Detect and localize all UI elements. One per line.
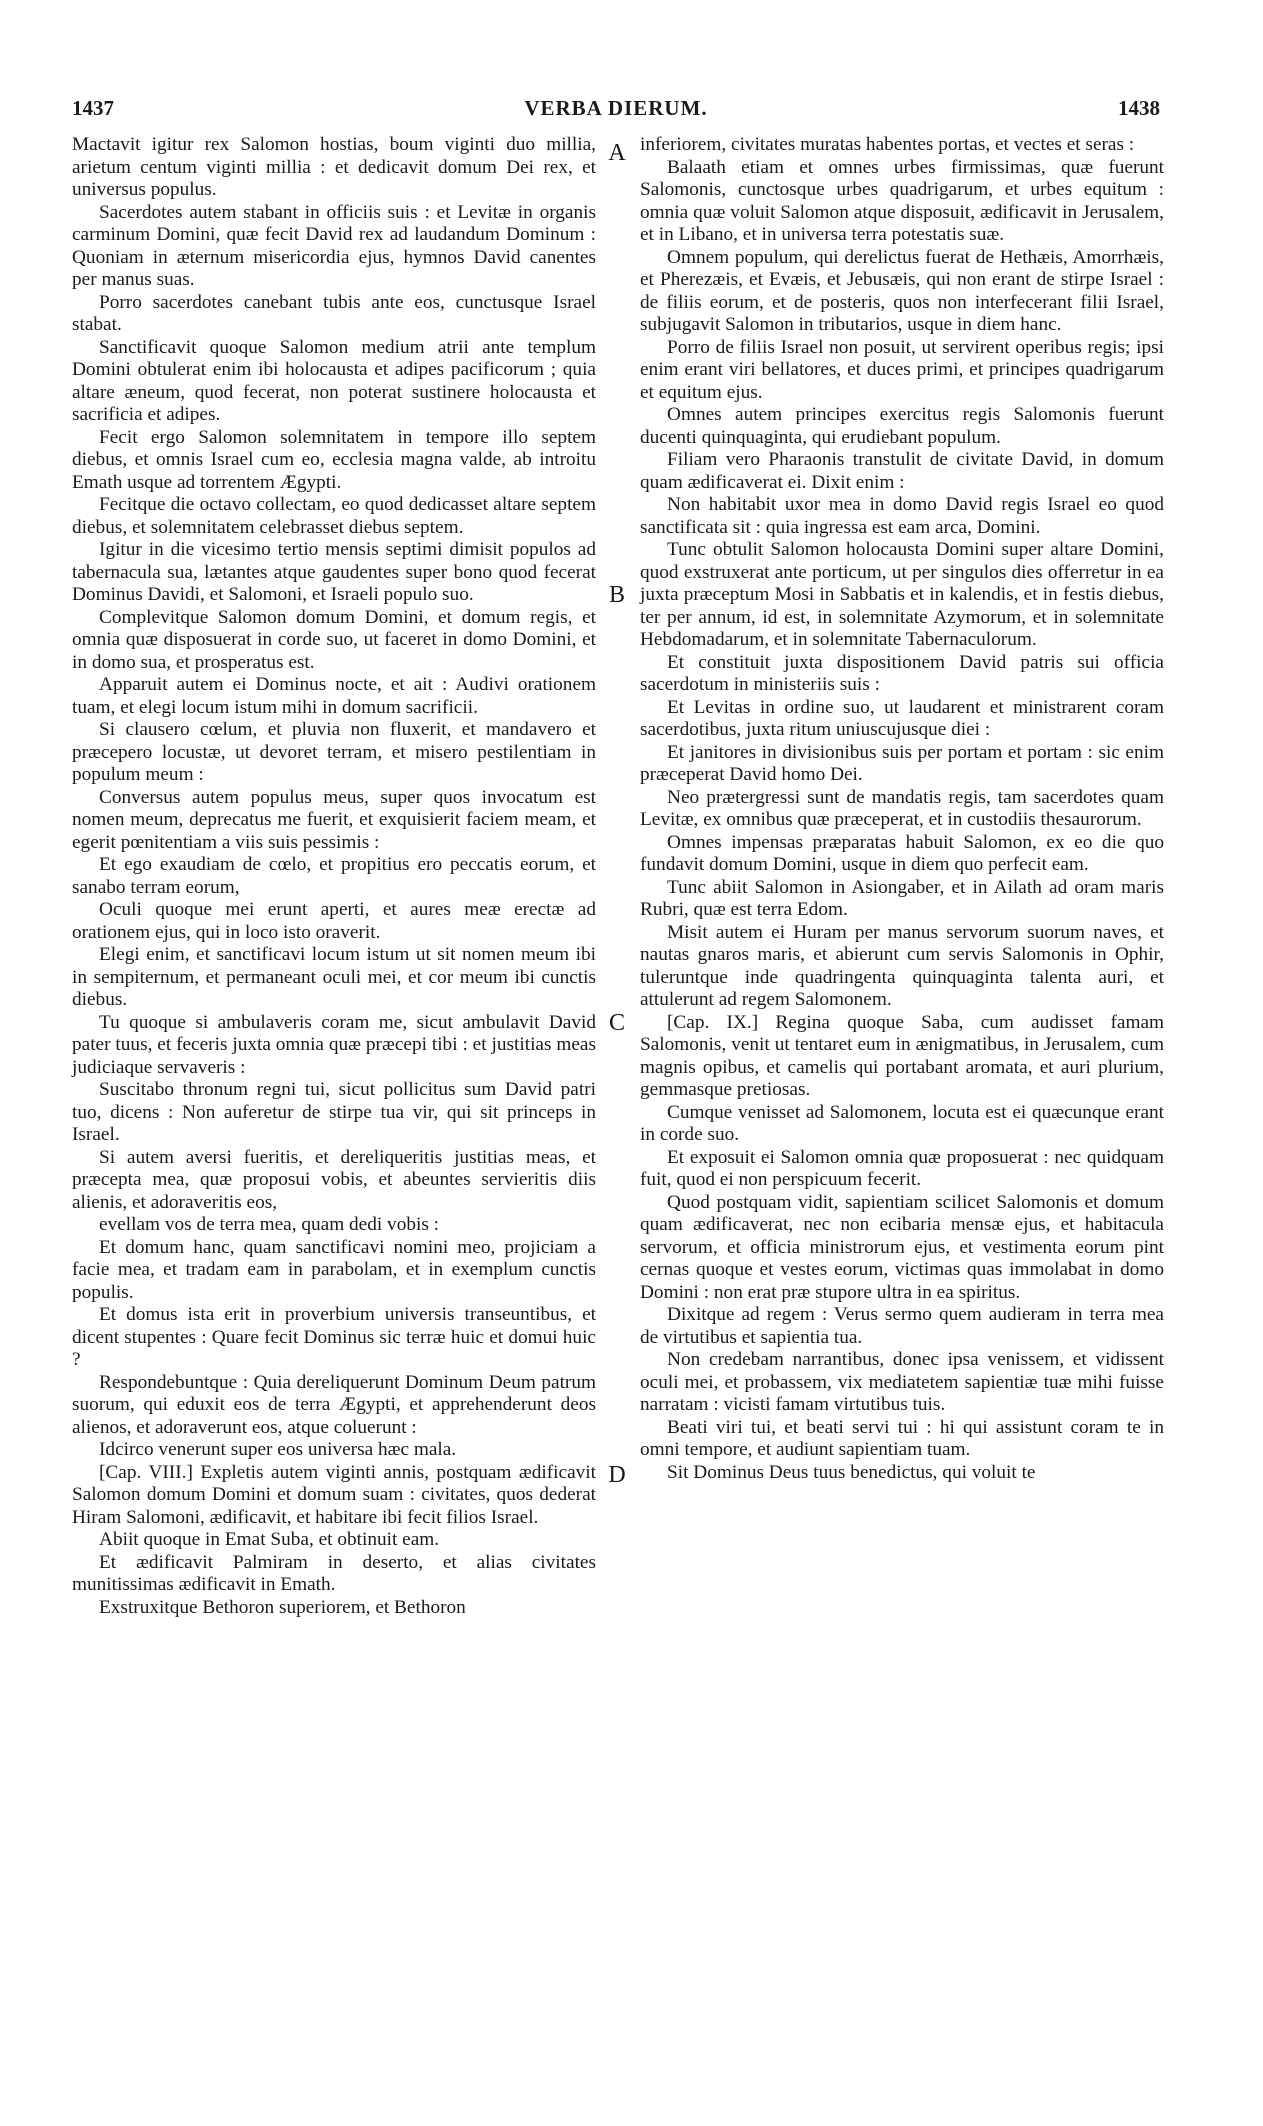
paragraph: inferiorem, civitates muratas habentes portas, et vectes et seras : [640,134,1135,155]
paragraph: Si autem aversi fueritis, et dereliqueritis justitias meas, et præcepta mea, quæ proposui vobis, et abeuntes servieritis diis alienis, et adoraveritis eos, [72,1146,596,1213]
paragraph: Cumque venisset ad Salomonem, locuta est ei quæcunque erant in corde suo. [640,1101,1164,1145]
right-column [640,134,1164,1484]
margin-letter-b: B [608,582,625,608]
paragraph: Sit Dominus Deus tuus benedictus, qui voluit te [667,1461,1036,1483]
margin-letter-c: C [608,1010,625,1036]
paragraph: Dixitque ad regem : Verus sermo quem audieram in terra mea de virtutibus et sapientia tua. [640,1304,1164,1348]
paragraph: Fecit ergo Salomon solemnitatem in tempore illo septem diebus, et omnis Israel cum eo, ecclesia magna valde, ab introitu Emath usque ad torrentem Ægypti. [72,426,596,493]
paragraph: Quod postquam vidit, sapientiam scilicet Salomonis et domum quam ædificaverat, nec non ecibaria mensæ ejus, et habitacula servorum, et officia ministrorum ejus, et vestimenta eorum pint cernas quoque et vestes eorum, victimas quas immolabat in domo Domini : non erat præ stupore ultra in ea spiritus. [640,1191,1164,1303]
paragraph: Balaath etiam et omnes urbes firmissimas, quæ fuerunt Salomonis, cunctosque urbes quadrigarum, et urbes equitum : omnia quæ voluit Salomon atque disposuit, ædificavit in Jerusalem, et in Libano, et in universa terra potestatis suæ. [640,156,1164,245]
paragraph: [Cap. IX.] Regina quoque Saba, cum audisset famam Salomonis, venit ut tentaret eum in ænigmatibus, in Jerusalem, cum magnis opibus, et camelis qui portabant aromata, et auri plurium, gemmasque pretiosas. [640,1011,1164,1100]
paragraph: Fecitque die octavo collectam, eo quod dedicasset altare septem diebus, et solemnitatem celebrasset diebus septem. [72,494,596,538]
paragraph: Oculi quoque mei erunt aperti, et aures meæ erectæ ad orationem ejus, qui in loco isto oraverit. [72,899,596,943]
paragraph: Et domus ista erit in proverbium universis transeuntibus, et dicent stupentes : Quare fecit Dominus sic terræ huic et domui huic ? [72,1304,596,1370]
paragraph: [Cap. VIII.] Expletis autem viginti annis, postquam ædificavit Salomon domum Domini et domum suam : civitates, quos dederat Hiram Salomoni, ædificavit, et habitare ibi fecit filios Israel. [72,1461,596,1528]
paragraph: Elegi enim, et sanctificavi locum istum ut sit nomen meum ibi in sempiternum, et permaneant oculi mei, et cor meum ibi cunctis diebus. [72,944,596,1010]
paragraph: Mactavit igitur rex Salomon hostias, boum viginti duo millia, arietum centum viginti millia : et dedicavit domum Dei rex, et universus populus. [72,134,596,200]
paragraph: Et ego exaudiam de cœlo, et propitius ero peccatis eorum, et sanabo terram eorum, [72,854,596,898]
paragraph: Et ædificavit Palmiram in deserto, et alias civitates munitissimas ædificavit in Emath. [72,1551,596,1595]
paragraph: Complevitque Salomon domum Domini, et domum regis, et omnia quæ disposuerat in corde suo, ut faceret in domo Domini, et in domo sua, et prosperatus est. [72,606,596,673]
running-header [72,96,1160,130]
paragraph: Tunc obtulit Salomon holocausta Domini super altare Domini, quod exstruxerat ante porticum, ut per singulos dies offerretur in ea juxta præceptum Mosi in Sabbatis et in kalendis, et in festis diebus, ter per annum, id est, in solemnitate Azymorum, et in solemnitate Hebdomadarum, et in solemnitate Tabernaculorum. [640,539,1164,650]
paragraph: Si clausero cœlum, et pluvia non fluxerit, et mandavero et præcepero locustæ, ut devoret terram, et misero pestilentiam in populum meum : [72,719,596,785]
paragraph: Tu quoque si ambulaveris coram me, sicut ambulavit David pater tuus, et feceris juxta omnia quæ præcepi tibi : et justitias meas judiciaque servaveris : [72,1011,596,1078]
paragraph: Et janitores in divisionibus suis per portam et portam : sic enim præceperat David homo Dei. [640,741,1164,785]
paragraph: Filiam vero Pharaonis transtulit de civitate David, in domum quam ædificaverat ei. Dixit enim : [640,449,1164,493]
margin-letter-a: A [608,140,626,166]
paragraph: Idcirco venerunt super eos universa hæc mala. [99,1439,457,1460]
paragraph: Suscitabo thronum regni tui, sicut pollicitus sum David patri tuo, dicens : Non auferetur de stirpe tua vir, qui sit princeps in Israel. [72,1079,596,1145]
paragraph: Tunc abiit Salomon in Asiongaber, et in Ailath ad oram maris Rubri, quæ est terra Edom. [640,876,1164,920]
paragraph: Conversus autem populus meus, super quos invocatum est nomen meum, deprecatus me fuerit, et exquisierit faciem meam, et egerit pœnitentiam a viis suis pessimis : [72,786,596,853]
running-title: VERBA DIERUM. [524,96,708,120]
margin-letter-d: D [608,1462,626,1488]
paragraph: Omnem populum, qui derelictus fuerat de Hethæis, Amorrhæis, et Pherezæis, et Evæis, et Jebusæis, qui non erant de stirpe Israel : de filiis eorum, et de posteris, quos non interfecerant filii Israel, subjugavit Salomon in tributarios, usque in diem hanc. [640,246,1164,335]
paragraph: Igitur in die vicesimo tertio mensis septimi dimisit populos ad tabernacula sua, lætantes atque gaudentes super bono quod fecerat Dominus Davidi, et Salomoni, et Israeli populo suo. [72,539,596,605]
paragraph: Misit autem ei Huram per manus servorum suorum naves, et nautas gnaros maris, et abierunt cum servis Salomonis in Ophir, tuleruntque inde quadringenta quinquaginta talenta auri, et attulerunt ad regem Salomonem. [640,921,1164,1010]
paragraph: Et exposuit ei Salomon omnia quæ proposuerat : nec quidquam fuit, quod ei non perspicuum fecerit. [640,1146,1164,1190]
paragraph: Et Levitas in ordine suo, ut laudarent et ministrarent coram sacerdotibus, juxta ritum uniuscujusque diei : [640,696,1164,740]
paragraph: Omnes impensas præparatas habuit Salomon, ex eo die quo fundavit domum Domini, usque in diem quo perfecit eam. [640,831,1164,875]
paragraph: Omnes autem principes exercitus regis Salomonis fuerunt ducenti quinquaginta, qui erudiebant populum. [640,404,1164,448]
page-number-left: 1437 [72,96,114,120]
paragraph: Sanctificavit quoque Salomon medium atrii ante templum Domini obtulerat enim ibi holocausta et adipes pacificorum ; quia altare æneum, quod fecerat, non poterat sustinere holocausta et sacrificia et adipes. [72,336,596,425]
paragraph: Beati viri tui, et beati servi tui : hi qui assistunt coram te in omni tempore, et audiunt sapientiam tuam. [640,1416,1164,1460]
paragraph: Non habitabit uxor mea in domo David regis Israel eo quod sanctificata sit : quia ingressa est eam arca, Domini. [640,494,1164,538]
paragraph: Neo prætergressi sunt de mandatis regis, tam sacerdotes quam Levitæ, ex omnibus quæ præceperat, et in custodiis thesaurorum. [640,786,1164,830]
paragraph: Exstruxitque Bethoron superiorem, et Bethoron [99,1596,466,1618]
paragraph: Et constituit juxta dispositionem David patris sui officia sacerdotum in ministeriis suis : [640,651,1164,695]
paragraph: Porro sacerdotes canebant tubis ante eos, cunctusque Israel stabat. [72,291,596,335]
paragraph: Apparuit autem ei Dominus nocte, et ait : Audivi orationem tuam, et elegi locum istum mihi in domum sacrificii. [72,674,596,718]
paragraph: Sacerdotes autem stabant in officiis suis : et Levitæ in organis carminum Domini, quæ fecit David rex ad laudandum Dominum : Quoniam in æternum misericordia ejus, hymnos David canentes per manus suas. [72,201,596,290]
page-number-right: 1438 [1118,96,1160,120]
paragraph: Abiit quoque in Emat Suba, et obtinuit eam. [99,1529,440,1550]
paragraph: Et domum hanc, quam sanctificavi nomini meo, projiciam a facie mea, et tradam eam in parabolam, et in exemplum cunctis populis. [72,1236,596,1303]
left-column [72,134,596,1619]
paragraph: Porro de filiis Israel non posuit, ut servirent operibus regis; ipsi enim erant viri bellatores, et duces primi, et principes quadrigarum et equitum ejus. [640,336,1164,403]
paragraph: evellam vos de terra mea, quam dedi vobis : [99,1214,440,1235]
paragraph: Non credebam narrantibus, donec ipsa venissem, et vidissent oculi mei, et probassem, vix mediatetem sapientiæ tuæ mihi fuisse narratam : vicisti famam virtutibus tuis. [640,1349,1164,1415]
paragraph: Respondebuntque : Quia dereliquerunt Dominum Deum patrum suorum, qui eduxit eos de terra Ægypti, et apprehenderunt deos alienos, et adoraverunt eos, atque coluerunt : [72,1371,596,1438]
